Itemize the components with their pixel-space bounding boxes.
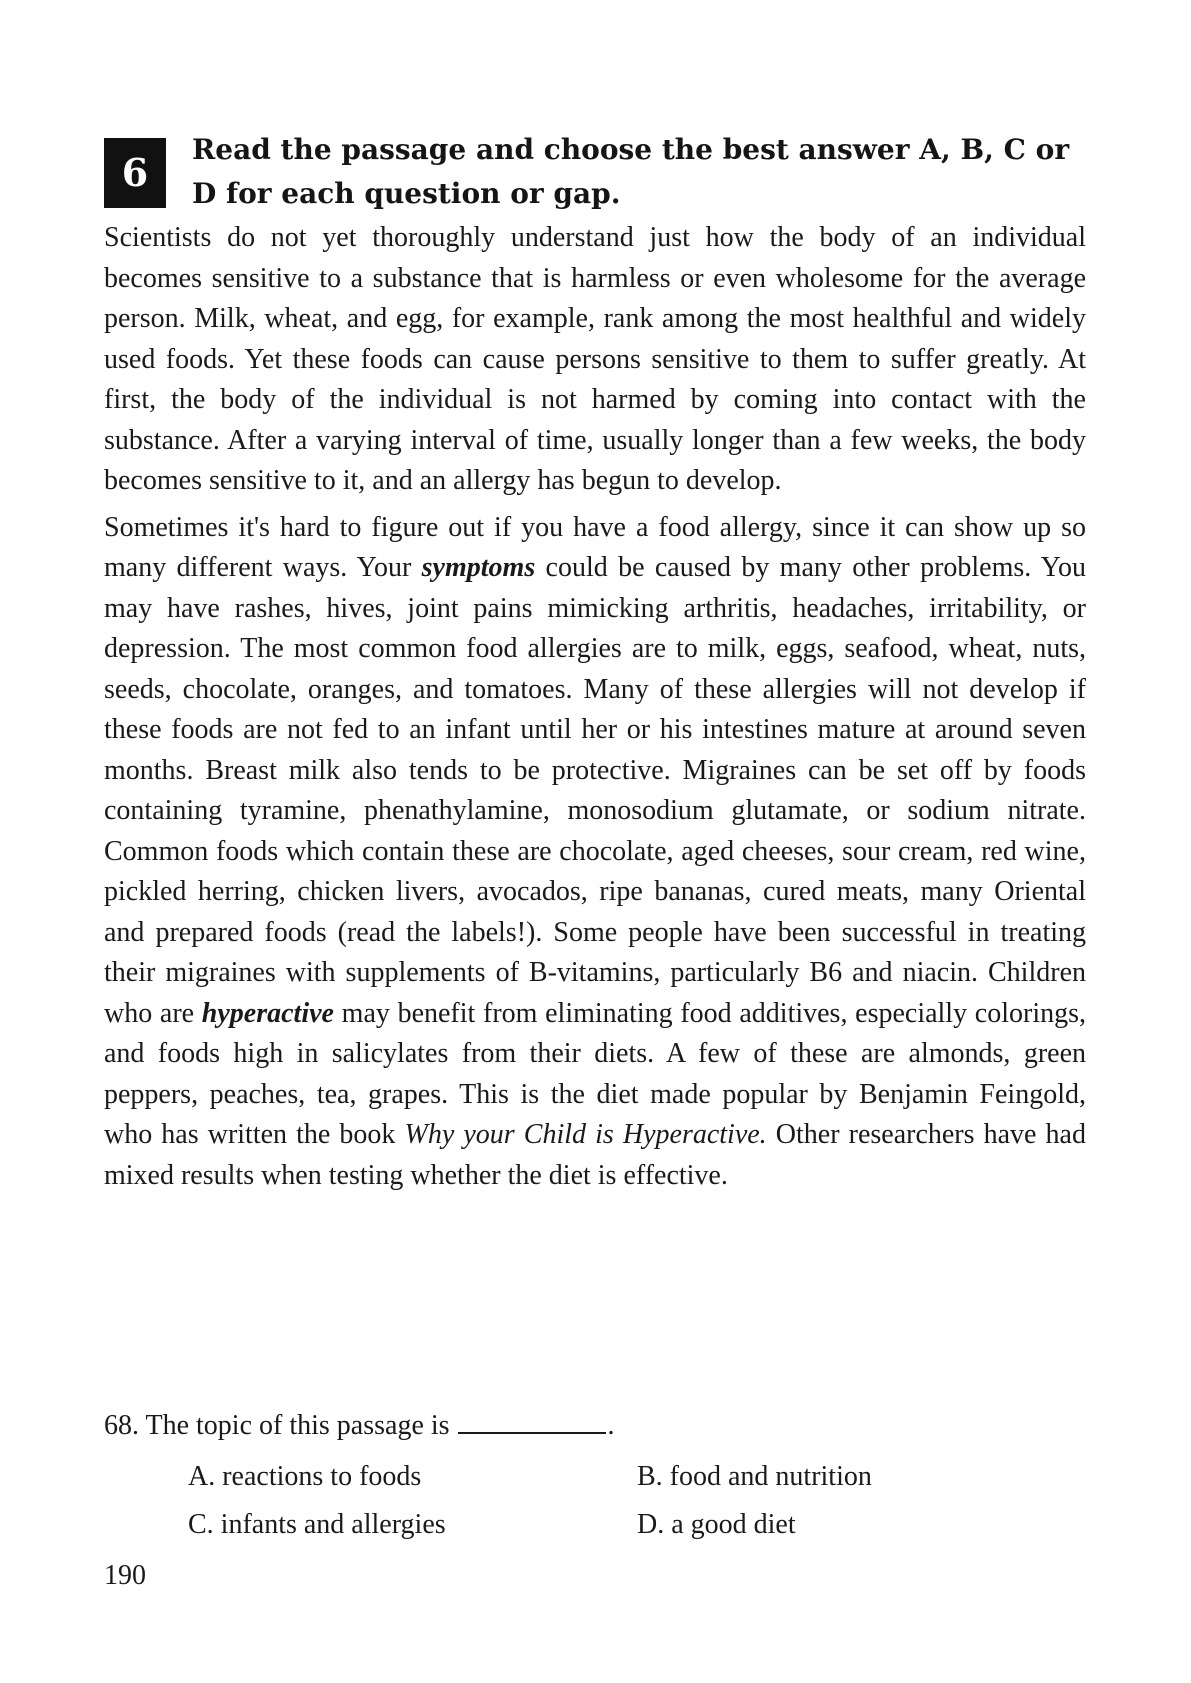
exercise-number-badge: 6 — [104, 138, 166, 208]
options-row-1 — [188, 1453, 1088, 1501]
question-stem: 68. The topic of this passage is — [104, 1410, 450, 1441]
option-b[interactable]: B. food and nutrition — [637, 1461, 872, 1492]
exercise-instruction: Read the passage and choose the best answer A, B, C or D for each question or gap. — [192, 133, 1070, 210]
passage-text: Sometimes it's hard to figure out if you have a food allergy, since it can show up so many different ways. Your — [104, 511, 1086, 583]
reading-passage — [104, 218, 1086, 1202]
answer-options — [188, 1453, 1088, 1549]
passage-text: Other researchers have had mixed results when testing whether the diet is effective. — [104, 1119, 1086, 1191]
option-d[interactable]: D. a good diet — [637, 1509, 796, 1540]
keyword-hyperactive: hyperactive — [201, 997, 334, 1029]
question-end: . — [607, 1410, 615, 1441]
option-c[interactable]: C. infants and allergies — [188, 1509, 446, 1540]
passage-text: may benefit from eliminating food additives, especially colorings, and foods high in salicylates from their diets. A few of these are almonds, green peppers, peaches, tea, grapes. This is the diet made popular by Benjamin Feingold, who has written the book — [104, 997, 1086, 1150]
book-title: Why your Child is Hyperactive. — [404, 1119, 767, 1150]
question-68 — [104, 1406, 1086, 1446]
options-row-2 — [188, 1501, 1088, 1549]
answer-blank[interactable] — [458, 1406, 606, 1434]
option-a[interactable]: A. reactions to foods — [188, 1461, 422, 1492]
passage-paragraph-2 — [104, 508, 1086, 1197]
keyword-symptoms: symptoms — [421, 552, 536, 583]
page-number: 190 — [104, 1560, 146, 1591]
passage-paragraph-1: Scientists do not yet thoroughly understand just how the body of an individual becomes sensitive to a substance that is harmless or even wholesome for the average person. Milk, wheat, and egg, for example, rank among the most healthful and widely used foods. Yet these foods can cause persons sensitive to them to suffer greatly. At first, the body of the individual is not harmed by coming into contact with the substance. After a varying interval of time, usually longer than a few weeks, the body becomes sensitive to it, and an allergy has begun to develop. — [104, 222, 1086, 496]
exercise-header — [104, 128, 1094, 208]
passage-text: could be caused by many other problems. You may have rashes, hives, joint pains mimicking arthritis, headaches, irritability, or depression. The most common food allergies are to milk, eggs, seafood, wheat, nuts, seeds, chocolate, oranges, and tomatoes. Many of these allergies will not develop if these foods are not fed to an infant until her or his intestines mature at around seven months. Breast milk also tends to be protective. Migraines can be set off by foods containing tyramine, phenathylamine, monosodium glutamate, or sodium nitrate. Common foods which contain these are chocolate, aged cheeses, sour cream, red wine, pickled herring, chicken livers, avocados, ripe bananas, cured meats, many Oriental and prepared foods (read the labels!). Some people have been successful in treating their migraines with supplements of B-vitamins, particularly B6 and niacin. Children who are — [104, 552, 1086, 1029]
